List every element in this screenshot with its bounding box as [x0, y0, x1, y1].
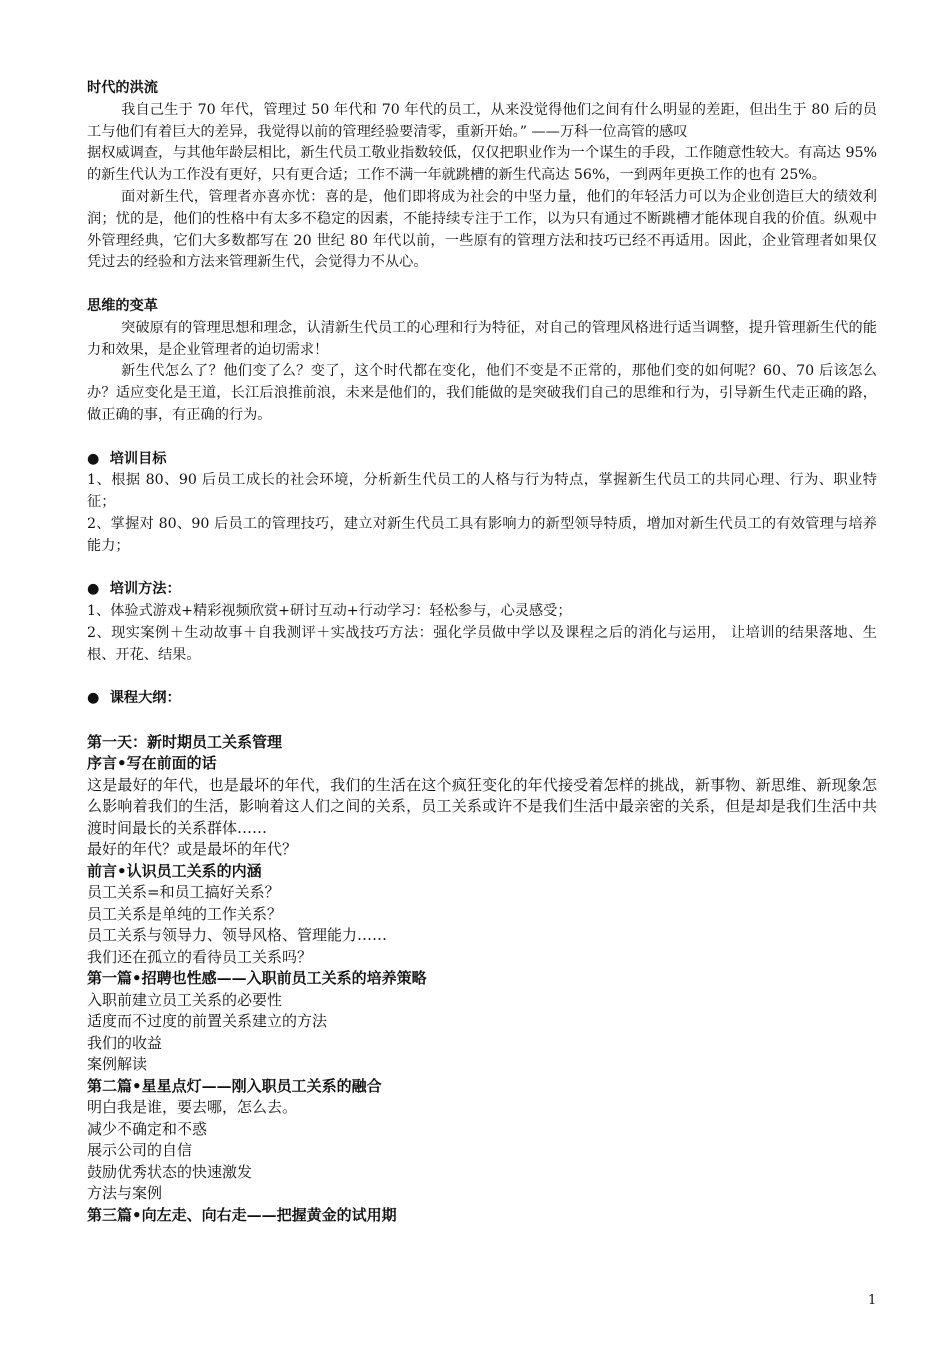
spacer: [87, 558, 877, 580]
day-title: 第一天：新时期员工关系管理: [87, 732, 283, 751]
page-number: 1: [868, 1293, 877, 1308]
outline-heading: [87, 688, 877, 710]
spacer: [87, 667, 877, 689]
paragraph: 我自己生于 70 年代，管理过 50 年代和 70 年代的员工，从来没觉得他们之间有什么明显的差距，但出生于 80 后的员工与他们有着巨大的差异，我觉得以前的管理经验要清零，重新开始。” ——万科一位高管的感叹: [87, 101, 877, 140]
outline-heading-text: 课程大纲：: [109, 690, 181, 707]
goals-heading: [87, 449, 877, 471]
spacer: [87, 427, 877, 449]
list-item: 案例解读: [87, 1055, 148, 1074]
bullet-icon: ●: [87, 690, 100, 707]
subsection-title: 第二篇•星星点灯——刚入职员工关系的融合: [87, 1076, 382, 1095]
list-item: 2、掌握对 80、90 后员工的管理技巧，建立对新生代员工具有影响力的新型领导特质，增加对新生代员工的有效管理与培养能力；: [87, 515, 877, 554]
paragraph: 面对新生代，管理者亦喜亦忧：喜的是，他们即将成为社会的中坚力量，他们的年轻活力可以为企业创造巨大的绩效利润；忧的是，他们的性格中有太多不稳定的因素，不能持续专注于工作，以为只有通过不断跳槽才能体现自我的价值。纵观中外管理经典，它们大多数都写在 20 世纪 80 年代以前，一些原有的管理方法和技巧已经不再适用。因此，企业管理者如果仅凭过去的经验和方法来管理新生代，会觉得力不从心。: [87, 188, 877, 271]
paragraph: 新生代怎么了？他们变了么？变了，这个时代都在变化，他们不变是不正常的，那他们变的如何呢？60、70 后该怎么办？适应变化是王道，长江后浪推前浪，未来是他们的，我们能做的是突破我们自己的思维和行为，引导新生代走正确的路，做正确的事，有正确的行为。: [87, 363, 877, 423]
spacer: [87, 274, 877, 296]
list-item: 我们还在孤立的看待员工关系吗？: [87, 947, 313, 966]
subsection-title: 前言•认识员工关系的内涵: [87, 861, 262, 880]
methods-heading-text: 培训方法：: [109, 581, 181, 598]
list-item: 员工关系=和员工搞好关系？: [87, 883, 280, 902]
bullet-icon: ●: [87, 450, 100, 467]
list-item: 2、现实案例＋生动故事＋自我测评＋实战技巧方法：强化学员做中学以及课程之后的消化与运用， 让培训的结果落地、生根、开花、结果。: [87, 624, 877, 663]
list-item: 减少不确定和不惑: [87, 1119, 208, 1138]
list-item: 1、体验式游戏+精彩视频欣赏+研讨互动+行动学习：轻松参与，心灵感受；: [87, 603, 572, 620]
list-item: 适度而不过度的前置关系建立的方法: [87, 1012, 328, 1031]
list-item: 明白我是谁，要去哪，怎么去。: [87, 1098, 298, 1117]
section-heading: 时代的洪流: [87, 80, 158, 96]
list-item: 1、根据 80、90 后员工成长的社会环境，分析新生代员工的人格与行为特点，掌握新生代员工的共同心理、行为、职业特征；: [87, 472, 877, 511]
methods-heading: [87, 579, 877, 601]
paragraph: 突破原有的管理思想和理念，认清新生代员工的心理和行为特征，对自己的管理风格进行适当调整，提升管理新生代的能力和效果，是企业管理者的迫切需求！: [87, 319, 877, 358]
subsection-title: 第一篇•招聘也性感——入职前员工关系的培养策略: [87, 969, 427, 988]
list-item: 鼓励优秀状态的快速激发: [87, 1162, 253, 1181]
list-item: 入职前建立员工关系的必要性: [87, 990, 283, 1009]
list-item: 员工关系与领导力、领导风格、管理能力……: [87, 926, 388, 945]
paragraph: 据权威调查，与其他年龄层相比，新生代员工敬业指数较低，仅仅把职业作为一个谋生的手段，工作随意性较大。有高达 95%的新生代认为工作没有更好，只有更合适；工作不满一年就跳槽的新生代高达 56%，一到两年更换工作的也有 25%。: [87, 145, 877, 184]
list-item: 员工关系是单纯的工作关系？: [87, 904, 283, 923]
subsection-title: 序言•写在前面的话: [87, 754, 217, 773]
list-item: 方法与案例: [87, 1184, 163, 1203]
list-item: 我们的收益: [87, 1033, 163, 1052]
spacer: [87, 710, 877, 732]
section-heading: 思维的变革: [87, 297, 158, 314]
paragraph: 最好的年代？或是最坏的年代？: [87, 840, 298, 859]
document-page: [87, 78, 877, 1226]
bullet-icon: ●: [87, 581, 100, 598]
paragraph: 这是最好的年代，也是最坏的年代，我们的生活在这个疯狂变化的年代接受着怎样的挑战，新事物、新思维、新现象怎么影响着我们的生活，影响着这人们之间的关系，员工关系或许不是我们生活中最亲密的关系，但是却是我们生活中共渡时间最长的关系群体……: [87, 775, 877, 837]
list-item: 展示公司的自信: [87, 1141, 193, 1160]
subsection-title: 第三篇•向左走、向右走——把握黄金的试用期: [87, 1205, 397, 1224]
goals-heading-text: 培训目标: [109, 450, 167, 467]
